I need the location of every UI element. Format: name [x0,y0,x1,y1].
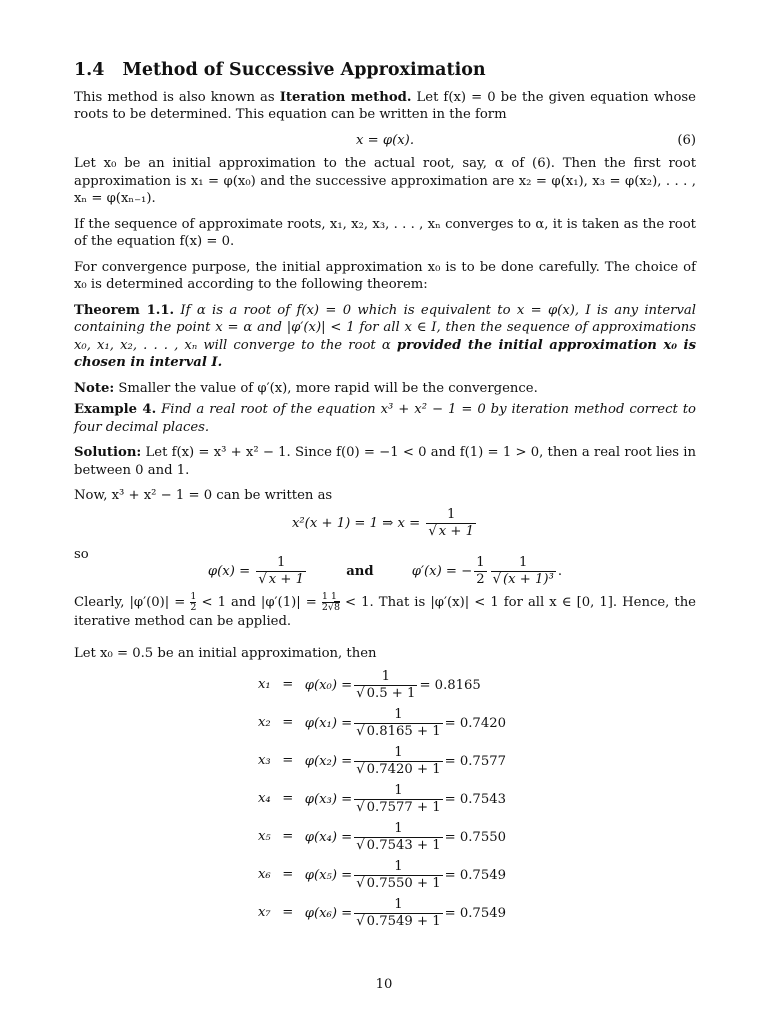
theorem-bold-clause: provided the initial approximation x₀ is chosen in interval I. [74,337,696,370]
iteration-row [254,742,510,780]
iteration-numerator: 1 [354,783,442,800]
theorem-1-1 [74,302,696,372]
iteration-numerator: 1 [354,897,442,914]
let-paragraph: Let x₀ = 0.5 be an initial approximation, then [74,645,377,661]
iteration-value: = 0.7577 [444,753,506,769]
equation-rewrite-fraction [426,507,476,540]
iteration-rhs [301,742,510,780]
equation-rewrite-lhs: x²(x + 1) = 1 ⇒ x = [291,515,425,531]
phi-lhs: φ(x) = [207,564,255,579]
iteration-phi: φ(x₄) = [304,829,353,845]
iteration-fraction [354,745,442,778]
iteration-radicand: 0.7550 + 1 [366,875,441,891]
section-heading [74,62,696,80]
equation-rewrite [74,507,696,540]
iteration-value: = 0.8165 [419,677,481,693]
equation-6 [74,132,696,150]
iteration-numerator: 1 [354,859,442,876]
iteration-phi: φ(x₆) = [304,905,353,921]
iteration-value: = 0.7550 [444,829,506,845]
iteration-radicand: 0.7543 + 1 [366,837,441,853]
iteration-row [254,856,510,894]
now-paragraph: Now, x³ + x² − 1 = 0 can be written as [74,488,333,503]
so-label: so [74,546,89,562]
iteration-denominator: √ 0.5 + 1 [356,685,416,701]
phi-prime-lhs: φ′(x) = − [411,564,473,579]
phi-radicand: x + 1 [268,572,304,587]
equation-6-body: x = φ(x). [355,132,415,148]
paragraph-sequence: If the sequence of approximate roots, x₁, x₂, x₃, . . . , xₙ converges to α, it is taken as the root of the equation f(x) = 0. [74,216,696,249]
iteration-fraction [354,821,442,854]
half-numerator: 1 [476,555,485,570]
iteration-lhs: x₄ [258,791,271,807]
iteration-radicand: 0.7549 + 1 [366,913,441,929]
iteration-equals: = [282,715,294,731]
iteration-lhs: x₆ [258,867,271,883]
small-half-den: 2 [190,602,197,613]
phi-prime-denominator: √ (x + 1)³ [492,572,554,587]
intro-text-2: Let f(x) = 0 be the given equation whose roots to be determined. This equation can be written in the form [74,89,696,122]
iteration-phi: φ(x₂) = [304,753,353,769]
iteration-denominator: √ 0.7550 + 1 [356,875,441,891]
iteration-equals: = [282,791,294,807]
phi-prime-fraction [491,555,556,588]
iteration-equals: = [282,829,294,845]
section-number: 1.4 [74,60,105,80]
iteration-row [254,894,510,932]
small-root8-den: √8 [327,602,340,613]
fraction-numerator: 1 [426,507,476,524]
example-4 [74,401,696,436]
iteration-method-term: Iteration method. [279,89,412,105]
phi-numerator: 1 [256,555,306,572]
iteration-lhs: x₃ [258,753,271,769]
iteration-numerator: 1 [354,821,442,838]
iteration-denominator: √ 0.7420 + 1 [356,761,441,777]
half-fraction [474,555,486,588]
iteration-phi: φ(x₅) = [304,867,353,883]
iteration-phi: φ(x₃) = [304,791,353,807]
intro-text: This method is also known as [74,89,280,105]
iteration-numerator: 1 [354,669,417,686]
intro-paragraph [74,89,696,124]
iteration-rhs [301,856,510,894]
half-denominator: 2 [476,572,485,587]
clearly-text-b: < 1 and |φ′(1)| = [196,595,322,610]
iteration-row [254,666,510,704]
section-title: Method of Successive Approximation [122,60,486,80]
iteration-denominator: √ 0.8165 + 1 [356,723,441,739]
theorem-body: If α is a root of f(x) = 0 which is equivalent to x = φ(x), I is any interval containing the point x = α and |φ′(x)| < 1 for all x ∈ I, then the sequence of approximations x₀, x₁, x₂, . . . , xₙ will converge to the root α [74,302,696,353]
small-half-den-2: 2 [321,602,328,613]
iteration-denominator: √ 0.7543 + 1 [356,837,441,853]
clearly-text-c: < 1. That is |φ′(x)| < 1 for all x ∈ [0, 1]. Hence, the iterative method can be applied. [74,595,696,629]
iteration-radicand: 0.7420 + 1 [366,761,441,777]
iteration-value: = 0.7543 [444,791,506,807]
iteration-numerator: 1 [354,707,442,724]
paragraph-successive: Let x₀ be an initial approximation to the actual root, say, α of (6). Then the first root approximation is x₁ = φ(x₀) and the successive approximation are x₂ = φ(x₁), x₃ = φ(x₂), . . . , xₙ = φ(xₙ₋₁). [74,156,696,206]
iteration-radicand: 0.5 + 1 [366,685,416,701]
note-body: Smaller the value of φ′(x), more rapid will be the convergence. [114,380,538,396]
clearly-text-a: Clearly, |φ′(0)| = [74,595,191,610]
phi-prime-numerator: 1 [491,555,556,572]
equation-6-label: (6) [677,132,696,148]
iteration-lhs: x₂ [258,715,271,731]
iteration-value: = 0.7549 [444,905,506,921]
iteration-value: = 0.7549 [444,867,506,883]
iteration-equals: = [282,753,294,769]
note-paragraph [74,380,696,398]
small-root8-radicand: 8 [333,602,340,613]
iteration-rhs [301,666,510,704]
small-root8-num: 1 [328,592,340,603]
iteration-equals: = [282,677,294,693]
clearly-paragraph [74,592,696,631]
small-half-num-2: 1 [321,591,328,602]
page-number: 10 [375,977,393,992]
and-word: and [346,564,374,579]
iteration-value: = 0.7420 [444,715,506,731]
solution-body: Let f(x) = x³ + x² − 1. Since f(0) = −1 < 0 and f(1) = 1 > 0, then a real root lies in between 0 and 1. [74,445,696,478]
phi-denominator: √ x + 1 [258,572,304,587]
iteration-fraction [354,783,442,816]
iteration-phi: φ(x₁) = [304,715,353,731]
note-label: Note: [74,380,115,396]
iteration-denominator: √ 0.7549 + 1 [356,913,441,929]
iteration-equals: = [282,905,294,921]
phi-prime-radicand: (x + 1)³ [503,572,554,587]
iteration-fraction [354,859,442,892]
iteration-rhs [301,818,510,856]
solution-label: Solution: [74,445,142,460]
example-label: Example 4. [74,402,157,417]
iteration-numerator: 1 [354,745,442,762]
fraction-denominator: √ x + 1 [428,523,475,539]
iteration-row [254,780,510,818]
iteration-fraction [354,669,417,702]
iteration-rhs [301,894,510,932]
iteration-lhs: x₅ [258,829,271,845]
iteration-fraction [354,897,442,930]
sqrt-radicand: x + 1 [438,523,475,539]
iteration-radicand: 0.7577 + 1 [366,799,441,815]
iteration-denominator: √ 0.7577 + 1 [356,799,441,815]
iteration-row [254,818,510,856]
iteration-row [254,704,510,742]
small-half-num: 1 [190,591,197,602]
paragraph-convergence: For convergence purpose, the initial approximation x₀ is to be done carefully. The choice of x₀ is determined according to the following theorem: [74,259,696,292]
example-body: Find a real root of the equation x³ + x² − 1 = 0 by iteration method correct to four decimal places. [74,402,696,435]
theorem-label: Theorem 1.1. [74,302,175,318]
iteration-phi: φ(x₀) = [304,677,353,693]
iteration-rhs [301,780,510,818]
iteration-fraction [354,707,442,740]
iteration-lhs: x₇ [258,905,271,921]
iteration-radicand: 0.8165 + 1 [366,723,441,739]
iteration-lhs: x₁ [258,677,271,693]
iteration-table [254,666,510,932]
iteration-equals: = [282,867,294,883]
phi-fraction [256,555,306,588]
solution-paragraph [74,444,696,479]
small-root8-fraction [328,592,340,613]
iteration-rhs [301,704,510,742]
equation-phi: φ(x) = $\frac{1}{√ x + 1}$ and φ′(x) = − $\frac{1}{2}$ $\frac{1}{\text{√ (x + 1)³}}$ . [207,555,563,587]
page-content [74,62,696,932]
